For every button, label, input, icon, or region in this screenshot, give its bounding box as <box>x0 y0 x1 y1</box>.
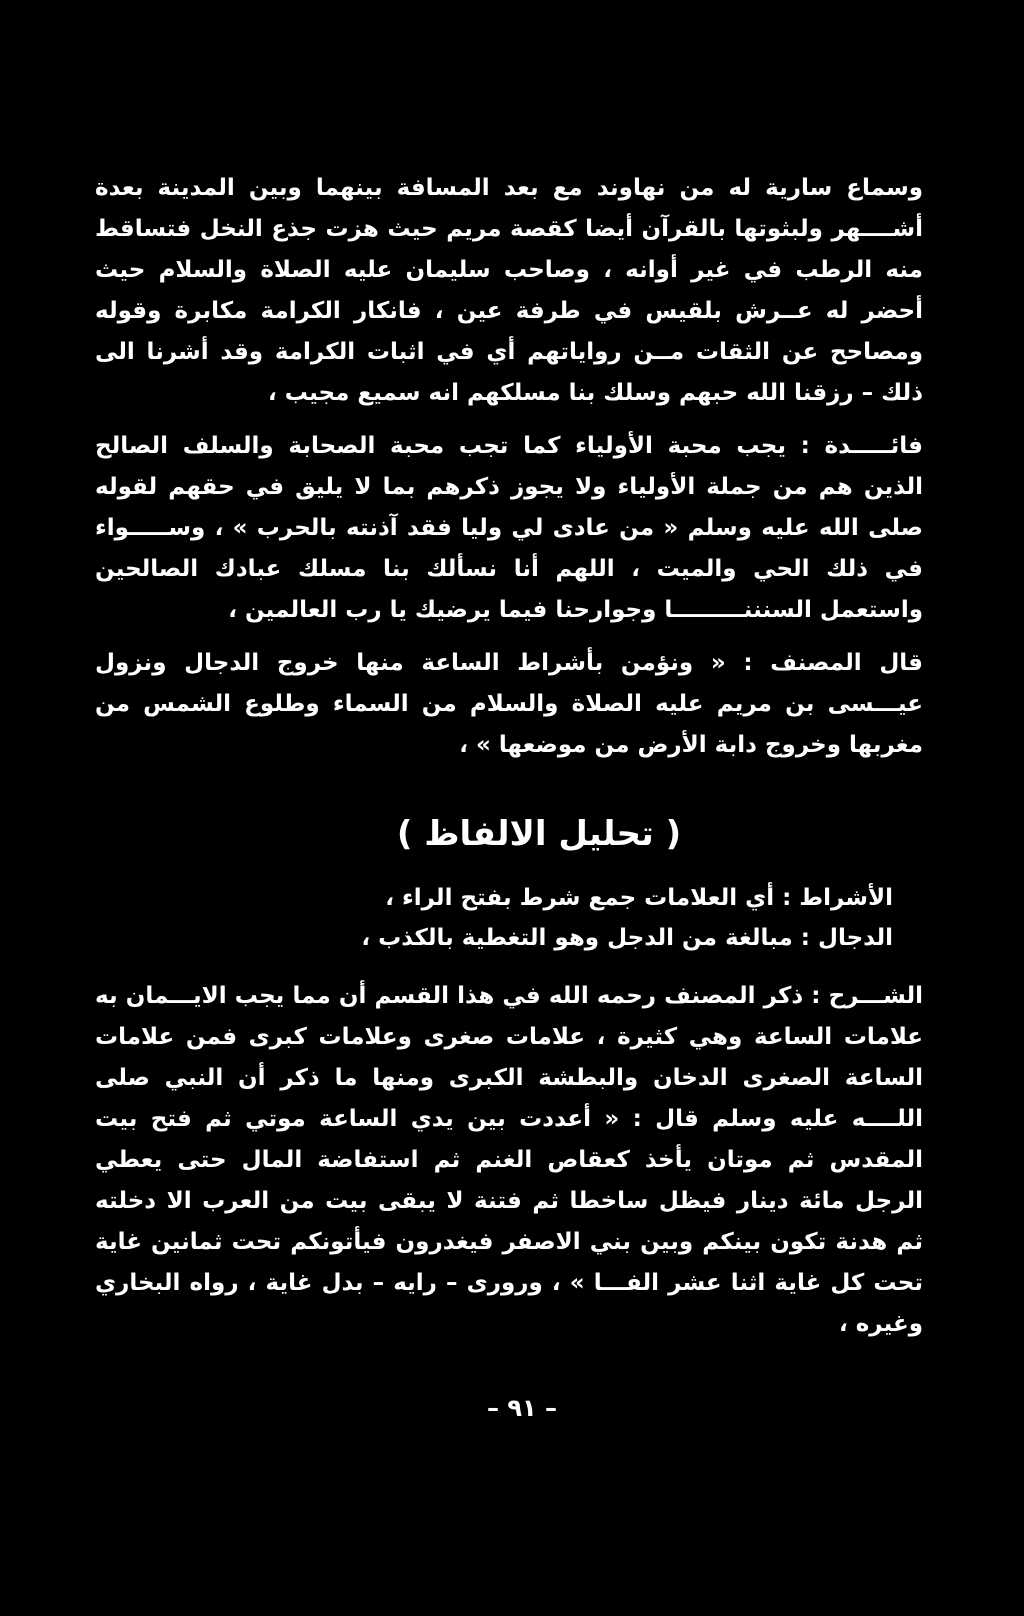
section-heading: ( تحليل الالفاظ ) <box>396 814 682 854</box>
commentary-paragraph: الشـــرح : ذكر المصنف رحمه الله في هذا القسم أن مما يجب الايـــمان به علامات الساعة وهي كثيرة ، علامات صغرى وعلامات كبرى فمن علامات الساعة الصغرى الدخان والبطشة الكبرى ومنها ما ذكر أن النبي صلى اللــــه عليه وسلم قال : « أعددت بين يدي الساعة موتي ثم فتح بيت المقدس ثم موتان يأخذ كعقاص الغنم ثم استفاضة المال حتى يعطي الرجل مائة دينار فيظل ساخطا ثم فتنة لا يبقى بيت من العرب الا دخلته ثم هدنة تكون بينكم وبين بني الاصفر فيغدرون فيأتونكم تحت ثمانين غاية تحت كل غاية اثنا عشر الفـــا » ، ورورى – رايه – بدل غاية ، رواه البخاري وغيره ، <box>95 983 923 1337</box>
body-paragraph-1: وسماع سارية له من نهاوند مع بعد المسافة بينهما وبين المدينة بعدة أشــــهر ولبثوتها بالقرآن أيضا كقصة مريم حيث هزت جذع النخل فتساقط منه الرطب في غير أوانه ، وصاحب سليمان عليه الصلاة والسلام حيث أحضر له عــرش بلقيس في طرفة عين ، فانكار الكرامة مكابرة وقوله ومصاحح عن الثقات مــن رواياتهم أي في اثبات الكرامة وقد أشرنا الى ذلك – رزقنا الله حبهم وسلك بنا مسلكهم انه سميع مجيب ، <box>95 175 923 406</box>
gloss-dajjal: الدجال : مبالغة من الدجل وهو التغطية بالكذب ، <box>361 925 893 951</box>
page-body <box>95 168 923 1345</box>
page-number: – ٩١ – <box>486 1394 557 1422</box>
gloss-ashrat: الأشراط : أي العلامات جمع شرط بفتح الراء ، <box>385 885 893 911</box>
body-paragraph-3: قال المصنف : « ونؤمن بأشراط الساعة منها خروج الدجال ونزول عيـــسى بن مريم عليه الصلاة والسلام من السماء وطلوع الشمس من مغربها وخروج دابة الأرض من موضعها » ، <box>95 650 923 758</box>
body-paragraph-2: فائـــــدة : يجب محبة الأولياء كما تجب محبة الصحابة والسلف الصالح الذين هم من جملة الأولياء ولا يجوز ذكرهم بما لا يليق في حقهم لقوله صلى الله عليه وسلم « من عادى لي وليا فقد آذنته بالحرب » ، وســـــواء في ذلك الحي والميت ، اللهم أنا نسألك بنا مسلك عبادك الصالحين واستعمل السنننـــــــــا وجوارحنا فيما يرضيك يا رب العالمين ، <box>95 433 923 623</box>
